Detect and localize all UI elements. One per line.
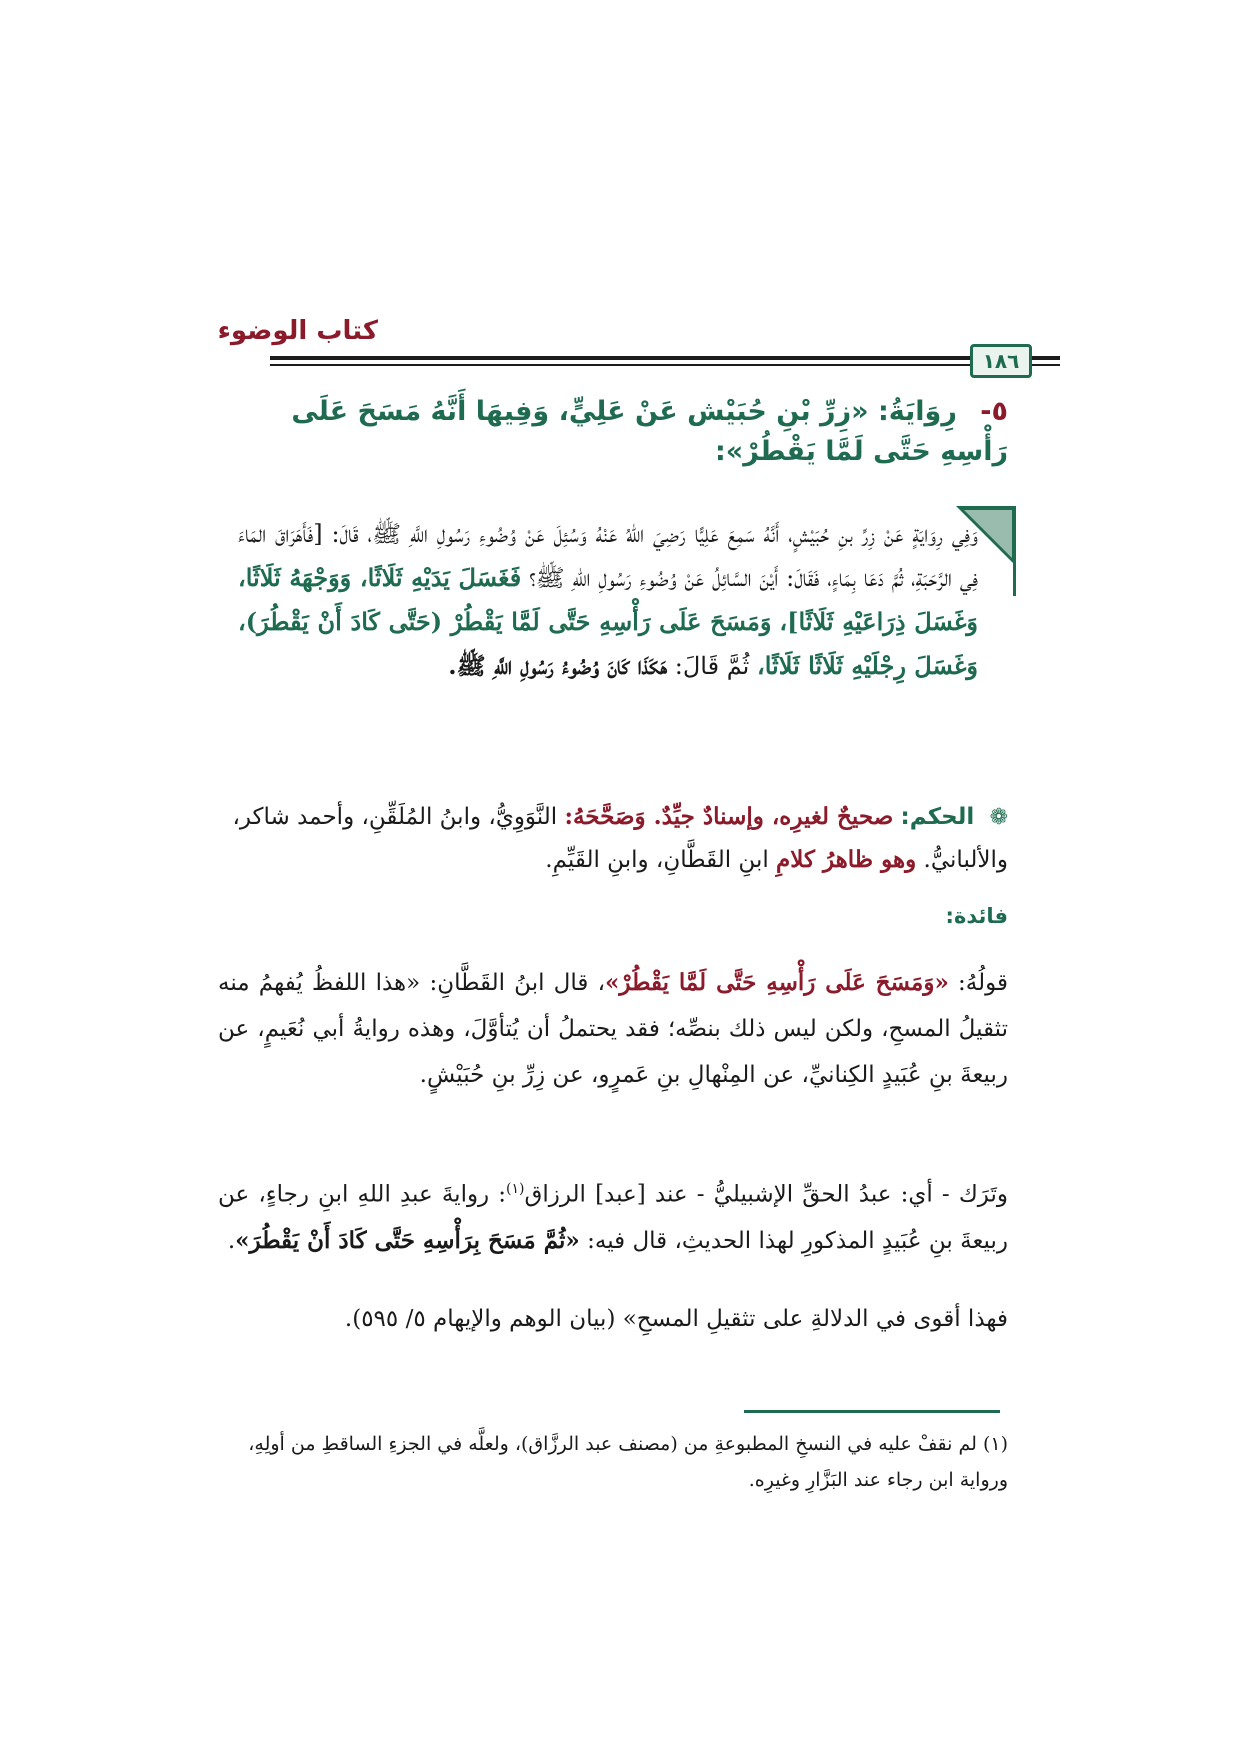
header-rule-right (1032, 356, 1060, 360)
ruling-grade: صحيحٌ لغيرِه، وإسنادٌ جيِّدٌ. وَصَحَّحَهُ: (564, 803, 894, 830)
footnote-separator (744, 1410, 1000, 1413)
ruling-paragraph (218, 796, 1008, 881)
paragraph-2-body: : روايةَ عبدِ اللهِ ابنِ رجاءٍ، عن ربيعةَ بنِ عُبَيدٍ المذكورِ لهذا الحديثِ، قال فيه: (218, 1181, 1008, 1254)
footnote-ref[interactable]: (١) (506, 1181, 525, 1197)
paragraph-3 (218, 1296, 1008, 1342)
hadith-part-4: ثُمَّ قَالَ: (674, 652, 750, 680)
paragraph-3-text: فهذا أقوى في الدلالةِ على تثقيلِ المسحِ» (بيان الوهم والإيهام ٥/ ٥٩٥). (344, 1306, 1008, 1332)
hadith-part-2: فَغَسَلَ يَدَيْهِ ثَلَاثًا، وَوَجْهَهُ ثَلَاثًا، وَغَسَلَ ذِرَاعَيْهِ ثَلَاثًا]، (238, 563, 978, 636)
ruling-authorities: النَّوَوِيُّ، وابنُ المُلَقِّنِ، وأحمد شاكر، والألبانيُّ. (232, 804, 1008, 873)
footnote (218, 1426, 1008, 1498)
ruling-authorities-2: ابنِ القَطَّانِ، وابنِ القَيِّمِ. (545, 847, 769, 873)
paragraph-1-body: ، قال ابنُ القَطَّانِ: «هذا اللفظُ يُفهمُ منه تثقيلُ المسحِ، ولكن ليس ذلك بنصِّه؛ فقد يحتملُ أن يُتأوَّلَ، وهذه روايةُ أبي نُعَيمٍ، عن ربيعةَ بنِ عُبَيدٍ الكِنانيِّ، عن المِنْهالِ بنِ عَمرٍو، عن زِرِّ بنِ حُبَيْشٍ. (218, 970, 1008, 1088)
header-rule (270, 356, 970, 360)
paragraph-2-lead: وتَرَك - أي: عبدُ الحقِّ الإشبيليُّ - عند [عبد] الرزاق (524, 1181, 1008, 1208)
paragraph-2-end: . (227, 1227, 236, 1254)
ruling-apparent: وهو ظاهرُ كلامِ (776, 846, 917, 873)
flower-icon: ❁ (989, 805, 1008, 830)
header-rule-thin (270, 364, 970, 366)
benefit-label: فائدة: (945, 904, 1008, 928)
running-header-title: كتاب الوضوء (217, 316, 378, 346)
section-heading-text: رِوَايَةُ: «زِرِّ بْنِ حُبَيْش عَنْ عَلِيٍّ، وَفِيهَا أَنَّهُ مَسَحَ عَلَى رَأْسِهِ حَتَّى لَمَّا يَقْطُرْ»: (291, 396, 1008, 467)
box-border-line (1013, 506, 1016, 596)
paragraph-2-quote: «ثُمَّ مَسَحَ بِرَأْسِهِ حَتَّى كَادَ أَنْ يَقْطُرَ» (235, 1226, 580, 1254)
paragraph-2 (218, 1166, 1008, 1264)
footnote-text: لم نقفْ عليه في النسخِ المطبوعةِ من (مصنف عبد الرزَّاق)، ولعلَّه في الجزءِ الساقطِ من أولِهِ، ورواية ابن رجاء عند البَزَّارِ وغيرِه. (248, 1433, 1008, 1491)
paragraph-1 (218, 960, 1008, 1098)
paragraph-1-lead: قولُهُ: (958, 970, 1009, 996)
hadith-box (218, 506, 1008, 776)
section-heading (228, 392, 1008, 472)
hadith-part-5: هَكَذَا كَانَ وُضُوءُ رَسُولِ اللَّهِ ﷺ. (448, 651, 668, 680)
footnote-number: (١) (982, 1433, 1008, 1455)
page-number-badge (970, 344, 1032, 378)
page-number: ١٨٦ (982, 349, 1020, 373)
hadith-text (238, 512, 978, 688)
paragraph-1-quote: «وَمَسَحَ عَلَى رَأْسِهِ حَتَّى لَمَّا يَقْطُرْ» (605, 969, 949, 996)
section-number: ٥- (980, 396, 1008, 427)
header-rule-right-thin (1032, 364, 1060, 366)
hadith-part-3: وَمَسَحَ عَلَى رَأْسِهِ حَتَّى لَمَّا يَقْطُرْ (حَتَّى كَادَ أَنْ يَقْطُرَ)، وَغَسَلَ رِجْلَيْهِ ثَلَاثًا ثَلَاثًا، (238, 607, 978, 680)
ruling-label: الحكم: (900, 804, 975, 830)
hadith-part-1: وَفِي رِوَايَةٍ عَنْ زِرِّ بنِ حُبَيْشٍ، أَنَّهُ سَمِعَ عَلِيًّا رَضِيَ اللهُ عَنْهُ وَسُئِلَ عَنْ وُضُوءِ رَسُولِ اللَّهِ ﷺ، قَالَ: [فَأَهَرَاقَ المَاءَ فِي الرَّحَبَةِ، ثُمَّ دَعَا بِمَاءٍ، فَقَالَ: أَيْنَ السَّائِلُ عَنْ وُضُوءِ رَسُولِ اللهِ ﷺ؟ (238, 520, 978, 592)
